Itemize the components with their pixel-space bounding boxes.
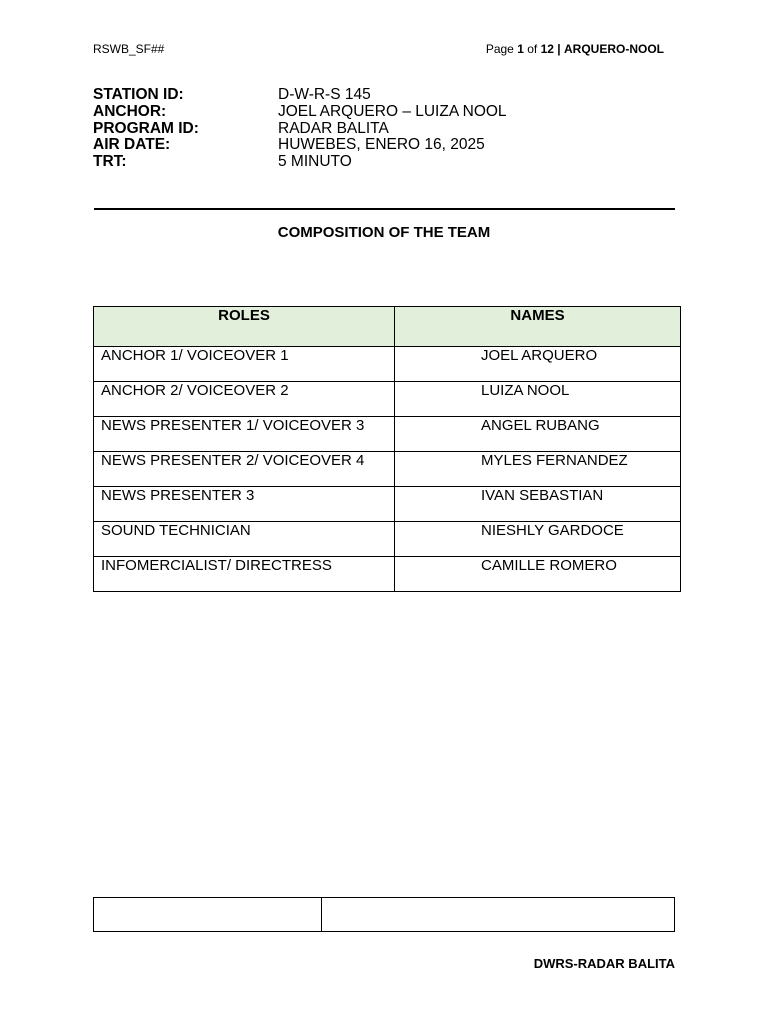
info-row-station-id — [93, 87, 507, 104]
name-cell: NIESHLY GARDOCE — [395, 522, 681, 557]
table-row — [94, 382, 681, 417]
table-row — [94, 487, 681, 522]
role-cell: ANCHOR 1/ VOICEOVER 1 — [94, 347, 395, 382]
role-cell: NEWS PRESENTER 3 — [94, 487, 395, 522]
info-value: 5 MINUTO — [278, 153, 352, 171]
info-value: JOEL ARQUERO – LUIZA NOOL — [278, 102, 507, 120]
info-label: AIR DATE: — [93, 136, 171, 154]
role-cell: NEWS PRESENTER 1/ VOICEOVER 3 — [94, 417, 395, 452]
info-value: RADAR BALITA — [278, 119, 389, 137]
column-header-roles: ROLES — [94, 307, 395, 347]
name-cell: CAMILLE ROMERO — [395, 557, 681, 592]
info-label: ANCHOR: — [93, 102, 167, 120]
info-row-program-id — [93, 121, 507, 138]
table-row — [94, 557, 681, 592]
info-value: D-W-R-S 145 — [278, 86, 371, 103]
header-separator: | — [557, 42, 561, 56]
program-info — [93, 87, 507, 171]
of-word: of — [527, 42, 538, 56]
footer-program-name: DWRS-RADAR BALITA — [533, 956, 675, 971]
page-current: 1 — [517, 42, 524, 56]
team-table — [93, 306, 681, 592]
role-cell: INFOMERCIALIST/ DIRECTRESS — [94, 557, 395, 592]
footer-box-left-cell — [94, 898, 322, 932]
name-cell: JOEL ARQUERO — [395, 347, 681, 382]
document-code: RSWB_SF## — [93, 42, 165, 56]
page-indicator — [486, 42, 664, 56]
page-total: 12 — [540, 42, 554, 56]
info-row-air-date — [93, 137, 507, 154]
table-row — [94, 522, 681, 557]
table-row — [94, 452, 681, 487]
table-header-row — [94, 307, 681, 347]
column-header-names: NAMES — [395, 307, 681, 347]
info-value: HUWEBES, ENERO 16, 2025 — [278, 136, 485, 154]
header-anchors: ARQUERO-NOOL — [564, 42, 664, 56]
name-cell: MYLES FERNANDEZ — [395, 452, 681, 487]
page-word: Page — [485, 42, 514, 56]
info-label: PROGRAM ID: — [93, 119, 199, 137]
info-row-anchor — [93, 104, 507, 121]
role-cell: SOUND TECHNICIAN — [94, 522, 395, 557]
name-cell: IVAN SEBASTIAN — [395, 487, 681, 522]
role-cell: ANCHOR 2/ VOICEOVER 2 — [94, 382, 395, 417]
table-row — [94, 417, 681, 452]
name-cell: LUIZA NOOL — [395, 382, 681, 417]
horizontal-divider — [94, 208, 675, 210]
footer-box — [93, 897, 675, 932]
info-label: TRT: — [93, 153, 127, 171]
table-row — [94, 347, 681, 382]
role-cell: NEWS PRESENTER 2/ VOICEOVER 4 — [94, 452, 395, 487]
info-label: STATION ID: — [93, 86, 184, 103]
info-row-trt — [93, 154, 507, 171]
name-cell: ANGEL RUBANG — [395, 417, 681, 452]
section-title: COMPOSITION OF THE TEAM — [277, 224, 491, 241]
footer-box-right-cell — [322, 898, 675, 932]
